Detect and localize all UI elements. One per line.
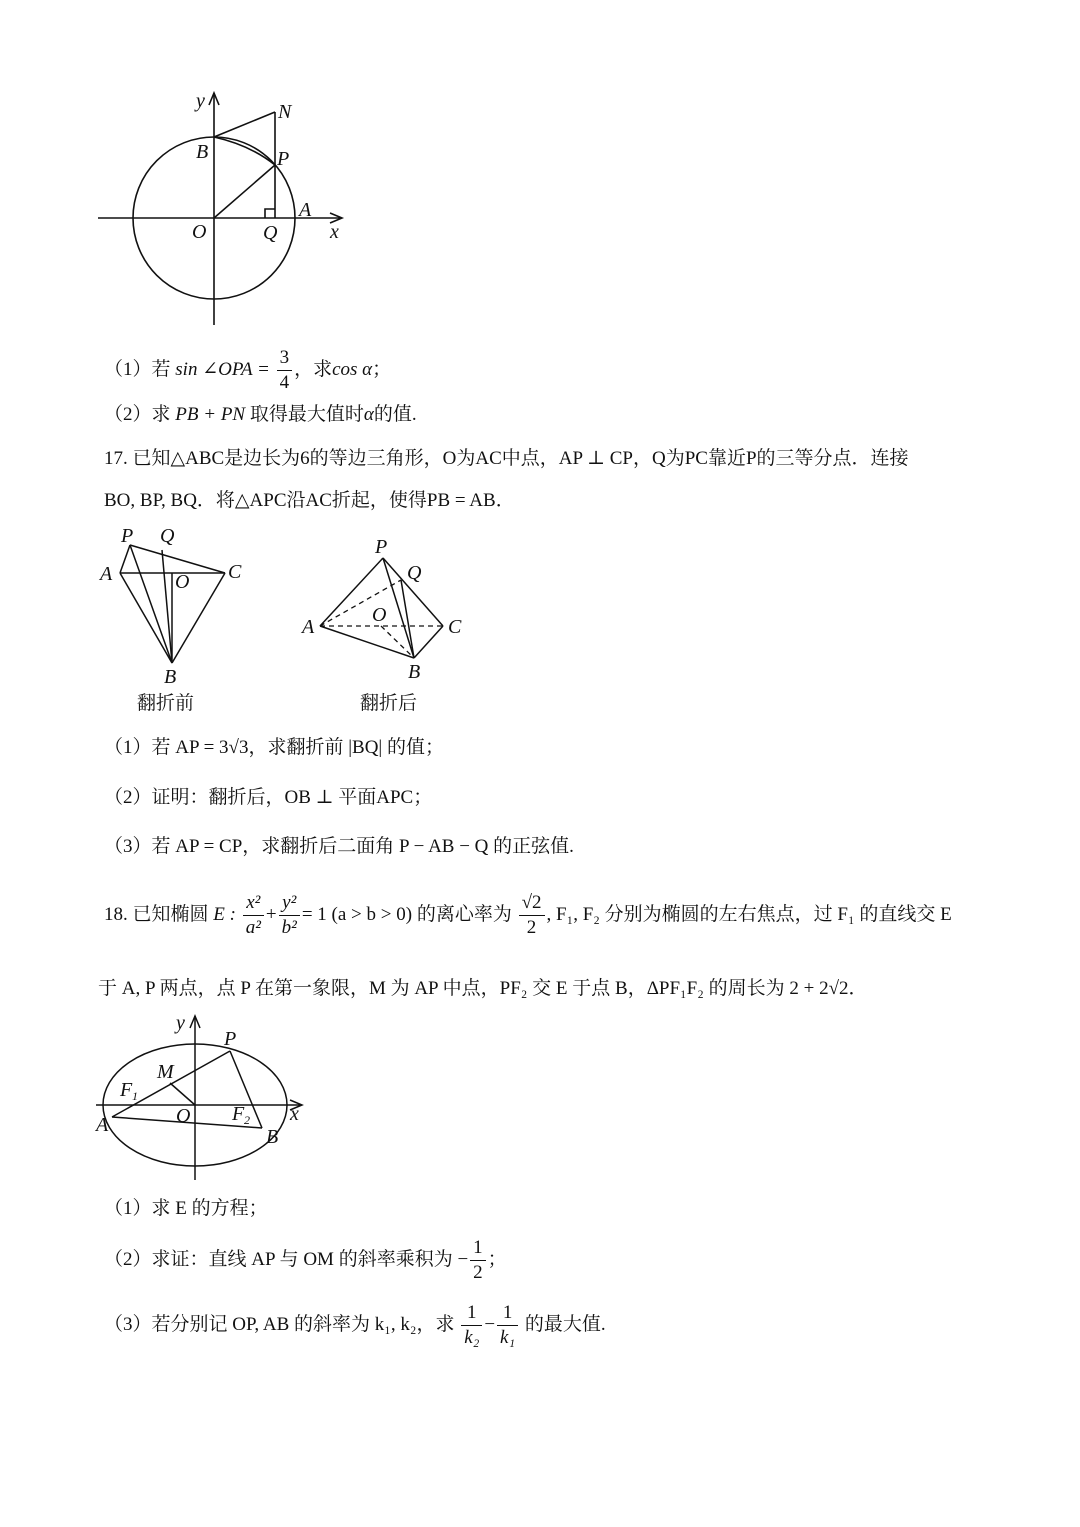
segment-QB — [162, 550, 172, 663]
fraction-one-half: $\frac{1}{2}$ — [470, 1238, 486, 1283]
q17-part3: （3）若 AP = CP，求翻折后二面角 P − AB − Q 的正弦值. — [104, 836, 574, 857]
label-A: A — [302, 616, 315, 638]
segment-CB — [414, 626, 443, 658]
segment-AP — [120, 545, 130, 573]
label-B: B — [266, 1126, 279, 1148]
fraction-3-4: $\frac{3}{4}$ — [277, 348, 293, 393]
q17-stem-line2: BO, BP, BQ．将△APC沿AC折起，使得PB = AB． — [104, 490, 515, 511]
label-P: P — [277, 148, 290, 170]
q18-part3: （3）若分别记 OP, AB 的斜率为 k₁, k₂，求 $\frac{1}{\text{k₂}}$ − $\frac{1}{\text{k₁}}$ 的最大值. — [104, 1302, 606, 1348]
label-C: C — [228, 561, 242, 583]
label-O: O — [175, 571, 190, 593]
label-F1: F — [120, 1079, 133, 1101]
label-F2: F — [232, 1103, 245, 1125]
label-y: y — [176, 1012, 185, 1034]
figure-after-fold — [295, 535, 475, 720]
label-y: y — [196, 90, 205, 112]
label-P: P — [224, 1028, 237, 1050]
caption-before: 翻折前 — [137, 693, 195, 714]
label-M: M — [157, 1061, 174, 1083]
label-C: C — [448, 616, 462, 638]
q18-stem-line2: 于 A, P 两点，点 P 在第一象限，M 为 AP 中点，PF₂ 交 E 于点 B，ΔPF₁F₂ 的周长为 2 + 2√2． — [98, 978, 868, 999]
segment-PC — [130, 545, 225, 573]
q18-part1: （1）求 E 的方程； — [104, 1198, 268, 1219]
label-P: P — [375, 536, 388, 558]
fraction-1-over-k1: $\frac{1}{\text{k₁}}$ — [497, 1303, 518, 1348]
segment-BP — [214, 137, 275, 165]
label-x: x — [330, 221, 339, 243]
figure-ellipse — [90, 1010, 320, 1185]
q17-part2: （2）证明：翻折后，OB ⊥ 平面APC； — [104, 787, 433, 808]
figure-before-fold — [90, 520, 260, 720]
q16-part2: （2）求 PB + PN 取得最大值时α的值. — [104, 404, 417, 425]
label-F2-sub: 2 — [244, 1113, 250, 1127]
segment-AQ-hidden — [320, 580, 401, 626]
label-Q: Q — [407, 562, 422, 584]
q17-part1: （1）若 AP = 3√3，求翻折前 |BQ| 的值； — [104, 737, 444, 758]
label-A: A — [299, 199, 312, 221]
q17-stem-line1: 17. 已知△ABC是边长为6的等边三角形，O为AC中点，AP ⊥ CP，Q为PC靠近P的三等分点．连接 — [104, 448, 909, 469]
fraction-1-over-k2: $\frac{1}{\text{k₂}}$ — [461, 1303, 482, 1348]
label-B: B — [164, 666, 177, 688]
segment-OP — [214, 165, 275, 218]
segment-PB — [130, 545, 172, 663]
label-B: B — [196, 141, 209, 163]
right-angle-mark — [265, 209, 275, 218]
label-Q: Q — [263, 222, 278, 244]
label-Q: Q — [160, 525, 175, 547]
q18-part2: （2）求证：直线 AP 与 OM 的斜率乘积为 − $\frac{1}{2}$ ； — [104, 1237, 507, 1283]
label-A: A — [96, 1114, 109, 1136]
label-O: O — [192, 221, 207, 243]
segment-AB — [320, 626, 414, 658]
label-P: P — [121, 525, 134, 547]
q18-stem-line1: 18. 已知椭圆 E : $\frac{\text{x²}}{\text{a²}}$ + $\frac{\text{y²}}{\text{b²}}$ = 1 (a > b > 0) 的离心率为 $\frac{√2}{2}$ , F₁, F₂ 分别为椭圆的左右焦点，过 F₁ 的直线交 E — [104, 892, 952, 938]
label-O: O — [176, 1105, 191, 1127]
label-x: x — [290, 1103, 299, 1125]
segment-AB — [120, 573, 172, 663]
fraction-eccentricity: $\frac{√2}{2}$ — [519, 893, 545, 938]
label-N: N — [278, 101, 292, 123]
label-O: O — [372, 604, 387, 626]
fraction-x2-a2: $\frac{\text{x²}}{\text{a²}}$ — [243, 893, 264, 938]
q16-part1: （1）若 sin ∠OPA = $\frac{3}{4}$ ，求cos α； — [104, 347, 392, 393]
label-F1-sub: 1 — [132, 1089, 138, 1103]
label-B: B — [408, 661, 421, 683]
figure-unit-circle — [90, 85, 360, 335]
segment-BN — [214, 112, 275, 137]
segment-OM — [170, 1083, 195, 1105]
caption-after: 翻折后 — [360, 693, 418, 714]
label-A: A — [100, 563, 113, 585]
fraction-y2-b2: $\frac{\text{y²}}{\text{b²}}$ — [279, 893, 300, 938]
